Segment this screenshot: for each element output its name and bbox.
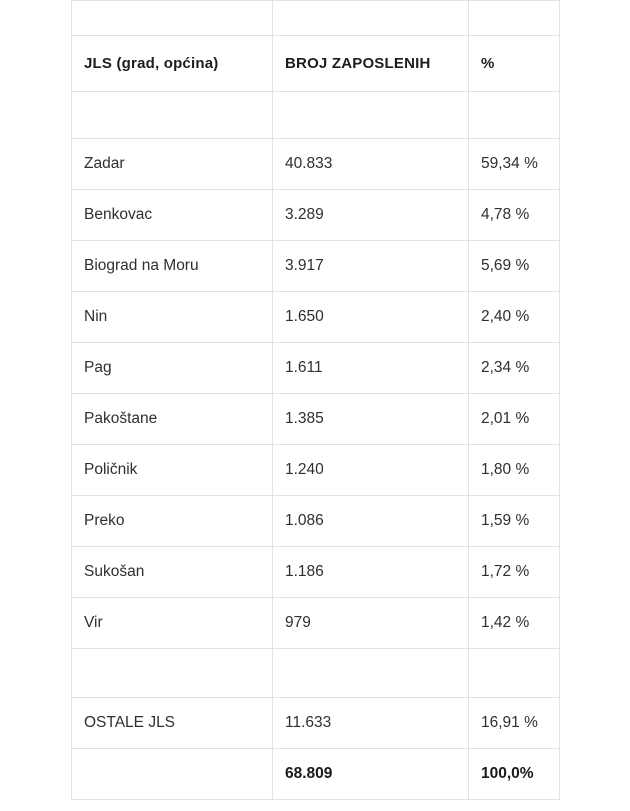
cell-count: 1.240: [273, 445, 469, 496]
total-cell-percent: 100,0%: [469, 749, 560, 800]
spacer-cell-2: [273, 1, 469, 36]
cell-count: 1.186: [273, 547, 469, 598]
cell-count: 979: [273, 598, 469, 649]
table-row: [72, 343, 560, 394]
table-row: [72, 190, 560, 241]
cell-percent: [469, 649, 560, 698]
table-row: [72, 698, 560, 749]
subspacer-cell-1: [72, 92, 273, 139]
cell-count: 40.833: [273, 139, 469, 190]
table-row: [72, 292, 560, 343]
cell-percent: 4,78 %: [469, 190, 560, 241]
cell-count: 1.650: [273, 292, 469, 343]
spacer-cell-3: [469, 1, 560, 36]
cell-count: 11.633: [273, 698, 469, 749]
employment-table: [71, 0, 560, 800]
table-row: [72, 445, 560, 496]
cell-percent: 2,40 %: [469, 292, 560, 343]
cell-percent: 1,72 %: [469, 547, 560, 598]
cell-percent: 1,59 %: [469, 496, 560, 547]
table-row: [72, 598, 560, 649]
table-row: [72, 496, 560, 547]
cell-name: Sukošan: [72, 547, 273, 598]
cell-percent: 2,01 %: [469, 394, 560, 445]
cell-percent: 5,69 %: [469, 241, 560, 292]
table-header-row: [72, 36, 560, 92]
cell-name: Pakoštane: [72, 394, 273, 445]
table-subheader-spacer-row: [72, 92, 560, 139]
table-row: [72, 139, 560, 190]
table-row: [72, 547, 560, 598]
table-row-blank: [72, 649, 560, 698]
cell-count: 3.289: [273, 190, 469, 241]
table-top-spacer-row: [72, 1, 560, 36]
cell-name: Biograd na Moru: [72, 241, 273, 292]
cell-count: 1.086: [273, 496, 469, 547]
cell-name: Benkovac: [72, 190, 273, 241]
cell-percent: 16,91 %: [469, 698, 560, 749]
table-total-row: [72, 749, 560, 800]
subspacer-cell-2: [273, 92, 469, 139]
cell-percent: 59,34 %: [469, 139, 560, 190]
cell-name: Vir: [72, 598, 273, 649]
cell-count: 1.385: [273, 394, 469, 445]
cell-count: 3.917: [273, 241, 469, 292]
cell-name: Zadar: [72, 139, 273, 190]
cell-name: OSTALE JLS: [72, 698, 273, 749]
total-cell-name: [72, 749, 273, 800]
column-header-jls: JLS (grad, općina): [72, 36, 273, 92]
cell-name: Preko: [72, 496, 273, 547]
column-header-broj-zaposlenih: BROJ ZAPOSLENIH: [273, 36, 469, 92]
cell-percent: 1,80 %: [469, 445, 560, 496]
cell-percent: 2,34 %: [469, 343, 560, 394]
cell-count: [273, 649, 469, 698]
cell-name: [72, 649, 273, 698]
cell-name: Pag: [72, 343, 273, 394]
cell-percent: 1,42 %: [469, 598, 560, 649]
subspacer-cell-3: [469, 92, 560, 139]
spacer-cell-1: [72, 1, 273, 36]
table-row: [72, 241, 560, 292]
cell-name: Poličnik: [72, 445, 273, 496]
total-cell-count: 68.809: [273, 749, 469, 800]
table-row: [72, 394, 560, 445]
cell-count: 1.611: [273, 343, 469, 394]
column-header-percent: %: [469, 36, 560, 92]
cell-name: Nin: [72, 292, 273, 343]
